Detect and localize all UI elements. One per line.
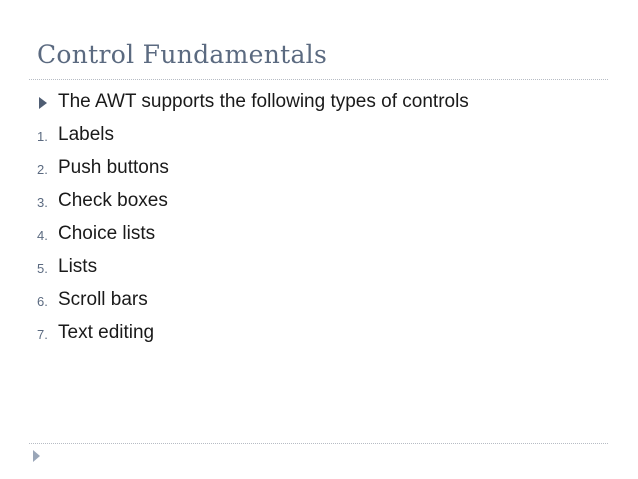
list-item: [0, 320, 638, 353]
list-item-number: 1.: [37, 129, 48, 144]
list-item-number: 4.: [37, 228, 48, 243]
list-item-number: 5.: [37, 261, 48, 276]
list-item: [0, 254, 638, 287]
footer-triangle-icon: [33, 450, 40, 462]
list-item-number: 2.: [37, 162, 48, 177]
intro-bullet: [0, 89, 638, 122]
title-divider: [29, 79, 608, 80]
slide-content: [0, 89, 638, 353]
list-item-number: 3.: [37, 195, 48, 210]
list-item-number: 7.: [37, 327, 48, 342]
list-item-label: Push buttons: [58, 157, 169, 178]
list-item-number: 6.: [37, 294, 48, 309]
list-item-label: Lists: [58, 256, 98, 277]
list-item: [0, 155, 638, 188]
list-item-label: Scroll bars: [58, 289, 148, 310]
slide-title: Control Fundamentals: [37, 40, 328, 69]
footer-divider: [29, 443, 608, 444]
intro-bullet-text: The AWT supports the following types of controls: [58, 91, 469, 112]
triangle-bullet-icon: [39, 97, 47, 109]
list-item: [0, 188, 638, 221]
list-item-label: Text editing: [58, 322, 155, 343]
list-item-label: Choice lists: [58, 223, 156, 244]
list-item: [0, 221, 638, 254]
list-item: [0, 122, 638, 155]
list-item-label: Check boxes: [58, 190, 168, 211]
list-item: [0, 287, 638, 320]
list-item-label: Labels: [58, 124, 114, 145]
